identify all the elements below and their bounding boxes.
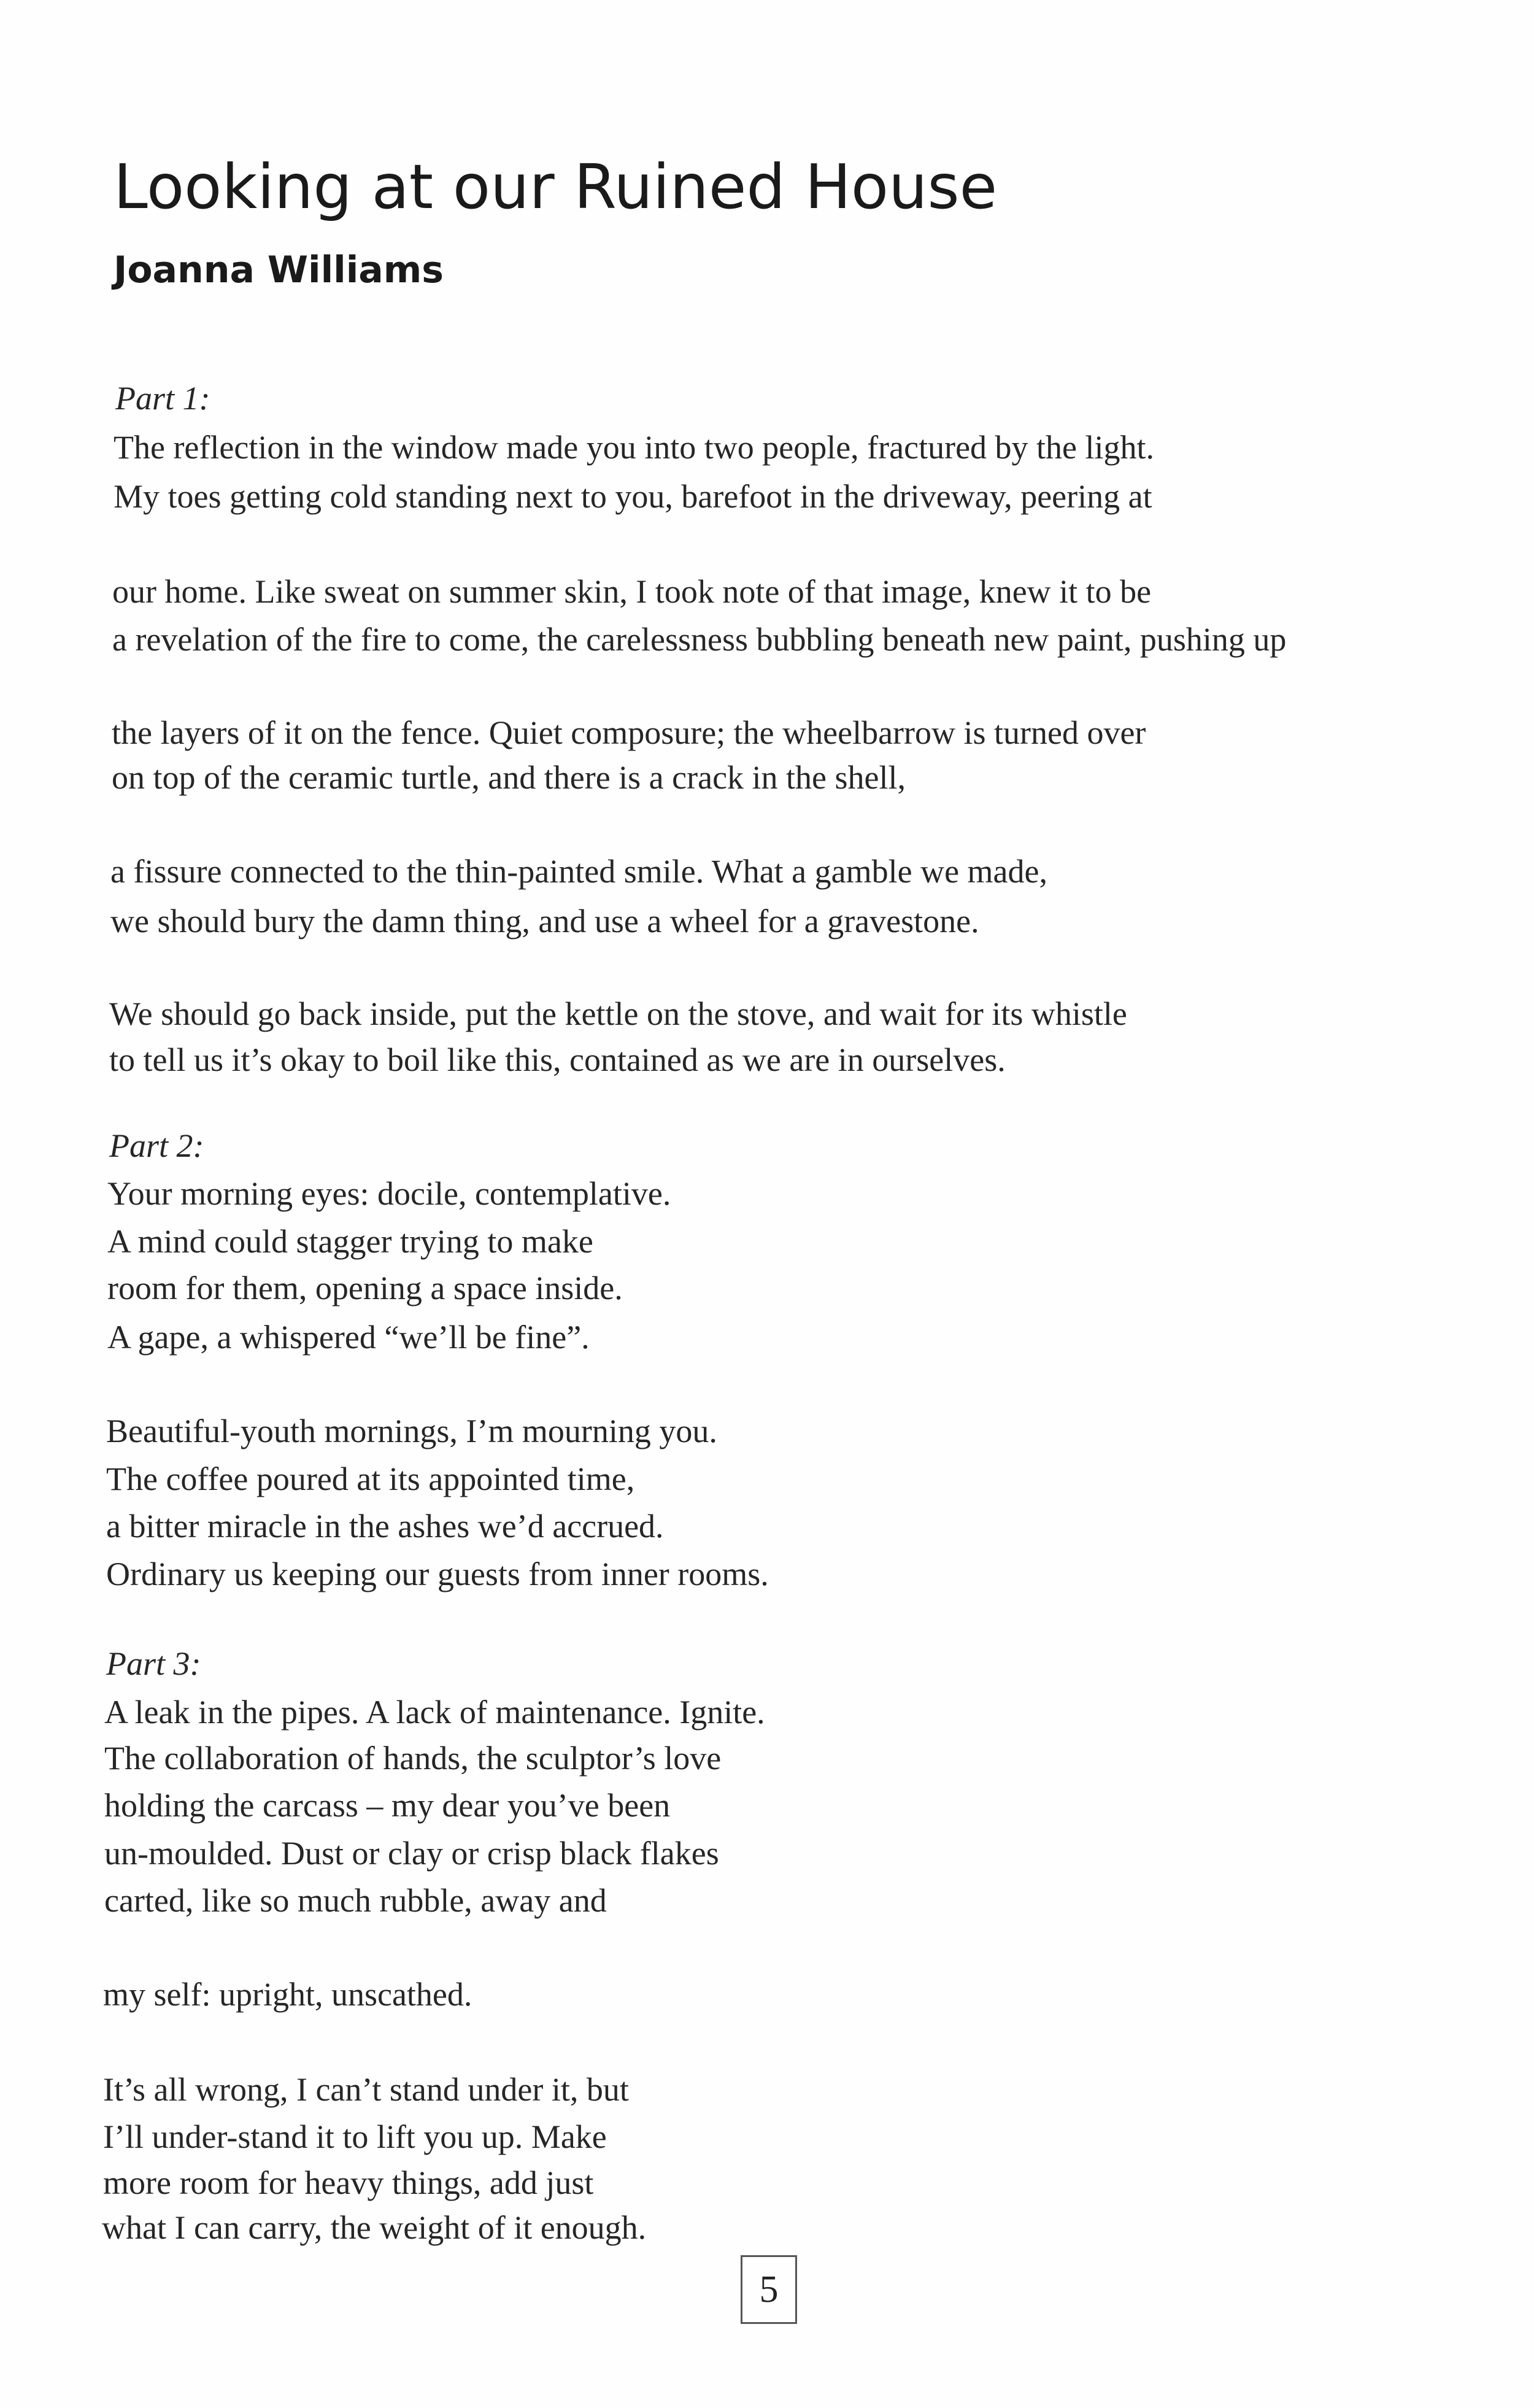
- part-3-label: Part 3:: [106, 1645, 201, 1682]
- poem-title: Looking at our Ruined House: [114, 151, 998, 223]
- poem-line: We should go back inside, put the kettle on the stove, and wait for its whistle: [109, 995, 1127, 1032]
- poem-line: my self: upright, unscathed.: [103, 1976, 472, 2013]
- poem-line: The coffee poured at its appointed time,: [106, 1461, 635, 1497]
- poem-line: I’ll under-stand it to lift you up. Make: [103, 2118, 607, 2155]
- poem-line: a fissure connected to the thin-painted smile. What a gamble we made,: [110, 853, 1047, 890]
- poem-line: the layers of it on the fence. Quiet composure; the wheelbarrow is turned over: [112, 714, 1146, 751]
- poem-line: carted, like so much rubble, away and: [104, 1882, 607, 1919]
- poem-line: our home. Like sweat on summer skin, I took note of that image, knew it to be: [112, 573, 1152, 610]
- poem-line: room for them, opening a space inside.: [107, 1270, 623, 1306]
- part-1-label: Part 1:: [115, 380, 210, 417]
- poem-line: A gape, a whispered “we’ll be fine”.: [107, 1319, 590, 1356]
- poem-author: Joanna Williams: [114, 249, 444, 291]
- poem-line: a revelation of the fire to come, the carelessness bubbling beneath new paint, pushing up: [112, 621, 1287, 658]
- poem-line: more room for heavy things, add just: [103, 2164, 594, 2201]
- part-2-label: Part 2:: [109, 1127, 204, 1164]
- poem-line: A mind could stagger trying to make: [107, 1223, 593, 1260]
- poem-line: un-moulded. Dust or clay or crisp black flakes: [104, 1835, 719, 1872]
- poem-line: holding the carcass – my dear you’ve been: [104, 1787, 671, 1824]
- poem-line: a bitter miracle in the ashes we’d accrued.: [106, 1508, 664, 1545]
- poem-line: Beautiful-youth mornings, I’m mourning you.: [106, 1413, 717, 1449]
- poem-line: Your morning eyes: docile, contemplative.: [107, 1175, 671, 1212]
- poem-line: The reflection in the window made you into two people, fractured by the light.: [114, 429, 1155, 466]
- poem-line: The collaboration of hands, the sculptor’s love: [104, 1740, 722, 1777]
- poem-line: Ordinary us keeping our guests from inner rooms.: [106, 1556, 769, 1592]
- poem-line: on top of the ceramic turtle, and there is a crack in the shell,: [112, 759, 906, 796]
- poem-line: what I can carry, the weight of it enough.: [102, 2209, 647, 2246]
- poem-line: we should bury the damn thing, and use a wheel for a gravestone.: [110, 903, 979, 940]
- poem-line: My toes getting cold standing next to you, barefoot in the driveway, peering at: [114, 478, 1152, 515]
- poem-line: to tell us it’s okay to boil like this, contained as we are in ourselves.: [109, 1041, 1006, 1078]
- poem-line: A leak in the pipes. A lack of maintenance. Ignite.: [104, 1694, 765, 1731]
- poem-line: It’s all wrong, I can’t stand under it, but: [103, 2071, 629, 2108]
- page-number: 5: [741, 2255, 797, 2324]
